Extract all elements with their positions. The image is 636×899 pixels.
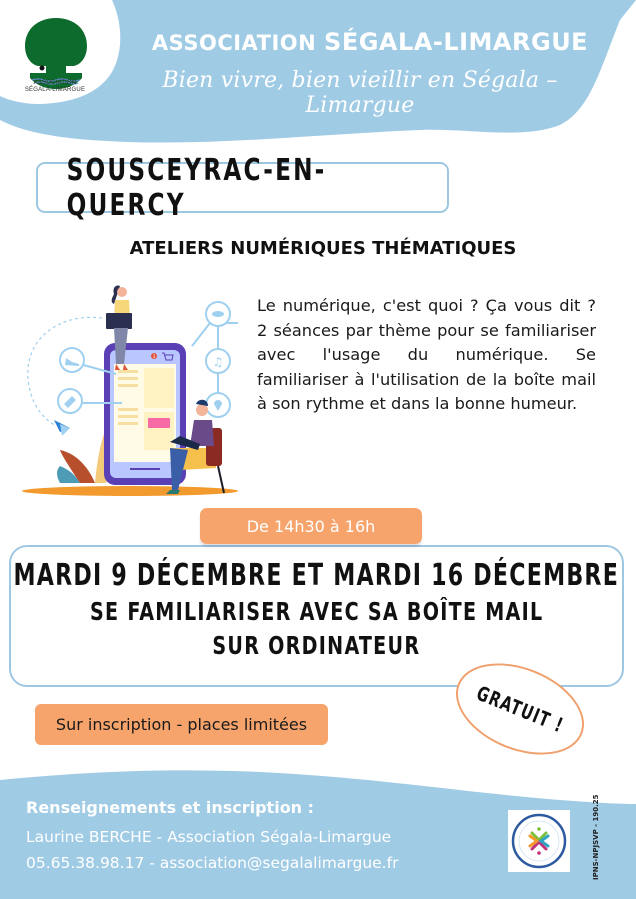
title-part1: ASSOCIATION xyxy=(151,31,325,55)
contact-name: Laurine BERCHE - Association Ségala-Limargue xyxy=(26,828,392,846)
contact-details: 05.65.38.98.17 - association@segalalimargue.fr xyxy=(26,854,399,872)
workshop-description: Le numérique, c'est quoi ? Ça vous dit ? 2 séances par thème pour se familiariser avec l'usage du numérique. Se familiariser à l'utilisation de la boîte mail à son rythme et dans la bonne humeur. xyxy=(257,296,596,413)
svg-text:♫: ♫ xyxy=(212,355,224,369)
footer-title: Renseignements et inscription : xyxy=(26,798,315,817)
tag-icon xyxy=(58,389,82,413)
conference-financeurs-badge-icon xyxy=(510,812,568,870)
location-name: SOUSCEYRAC-EN-QUERCY xyxy=(66,152,327,223)
association-title xyxy=(150,28,590,56)
registration-notice: Sur inscription - places limitées xyxy=(35,704,328,745)
free-badge-label: GRATUIT ! xyxy=(472,680,568,738)
shoe-icon xyxy=(60,348,84,372)
location-box xyxy=(36,152,449,223)
paper-plane-icon xyxy=(54,420,70,436)
chat-icon xyxy=(206,302,230,326)
tagline: Bien vivre, bien vieillir en Ségala – Limargue xyxy=(162,68,558,118)
title-part2: SÉGALA-LIMARGUE xyxy=(324,28,589,56)
man-figure xyxy=(196,404,208,416)
location-pin-icon xyxy=(206,393,230,417)
logo-caption xyxy=(14,80,96,94)
session-topic: SE FAMILIARISER AVEC SA BOÎTE MAIL xyxy=(89,597,544,626)
svg-text:3: 3 xyxy=(152,354,156,359)
schedule-box xyxy=(9,545,624,687)
digital-workshop-illustration xyxy=(20,278,252,500)
music-icon xyxy=(206,349,230,373)
session-device: SUR ORDINATEUR xyxy=(212,631,421,660)
section-title: ATELIERS NUMÉRIQUES THÉMATIQUES xyxy=(129,238,517,259)
time-badge: De 14h30 à 16h xyxy=(200,508,422,544)
partner-logo xyxy=(508,810,570,872)
logo-caption-line1: ASSOCIATION xyxy=(33,80,77,86)
logo-caption-line2: SÉGALA-LIMARGUE xyxy=(24,87,86,93)
ipns-legal-mention: IPNS-NPJSVP - 190.25 xyxy=(592,794,600,880)
session-dates: MARDI 9 DÉCEMBRE ET MARDI 16 DÉCEMBRE xyxy=(13,558,620,593)
